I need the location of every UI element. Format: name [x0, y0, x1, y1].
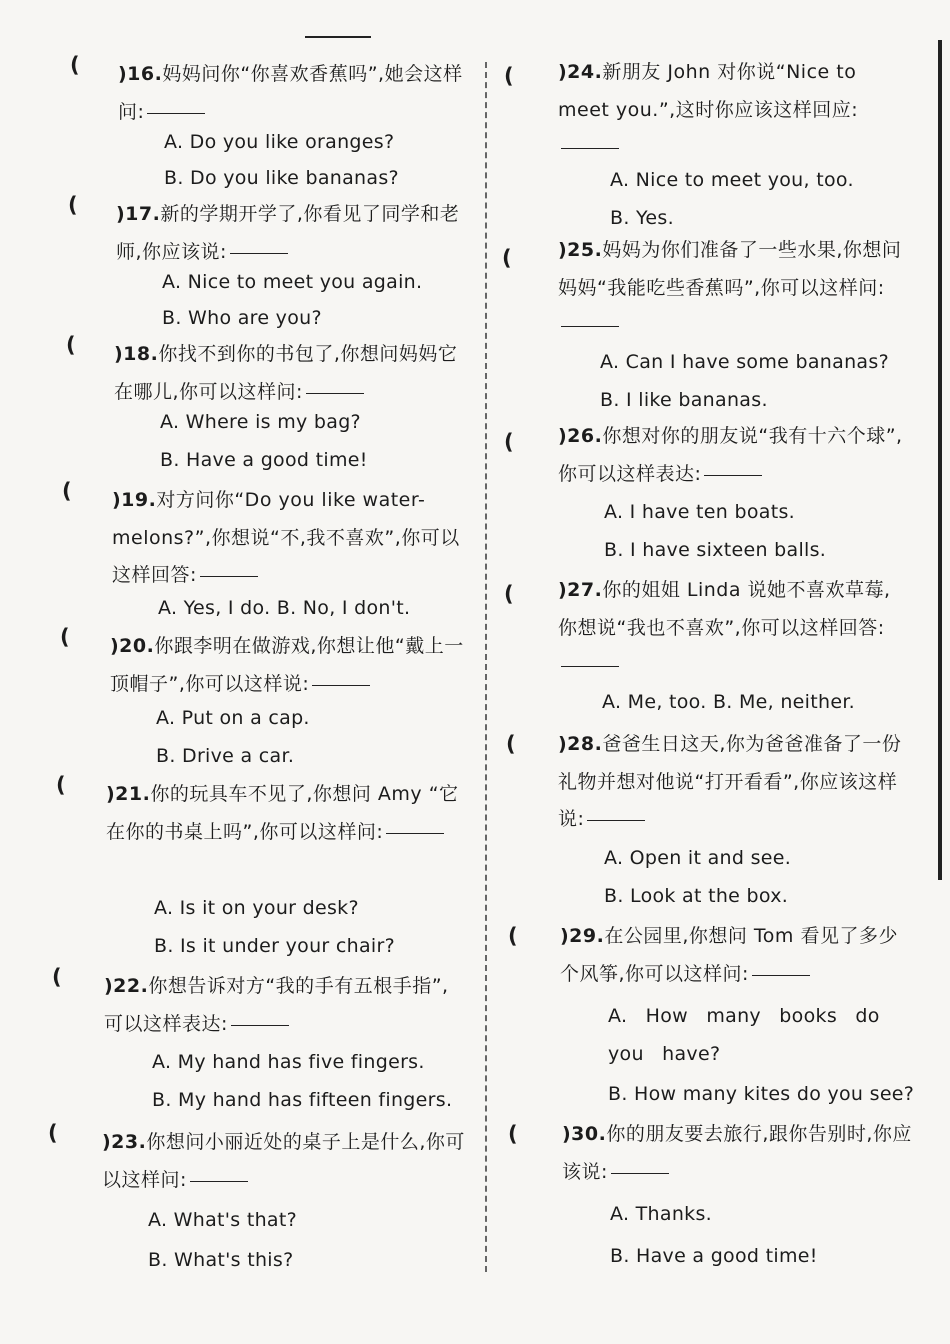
answer-paren[interactable]: ( [508, 1122, 518, 1146]
answer-paren[interactable]: ( [68, 193, 78, 217]
option-b: B. I like bananas. [600, 389, 768, 411]
question-stem: )29.在公园里,你想问 Tom 看见了多少个风筝,你可以这样问: [560, 925, 898, 985]
answer-paren[interactable]: ( [504, 582, 514, 606]
answer-paren[interactable]: ( [504, 64, 514, 88]
option-b: B. Have a good time! [610, 1245, 818, 1267]
question-stem: )25.妈妈为你们准备了一些水果,你想问妈妈“我能吃些香蕉吗”,你可以这样问: [558, 232, 904, 345]
question-stem: )19.对方问你“Do you like water-melons?”,你想说“不,我不喜欢”,你可以这样回答: [112, 489, 460, 586]
answer-paren[interactable]: ( [62, 479, 72, 503]
option-b: B. Have a good time! [160, 449, 368, 471]
answer-blank[interactable] [386, 832, 444, 834]
answer-blank[interactable] [561, 325, 619, 327]
question-stem: )16.妈妈问你“你喜欢香蕉吗”,她会这样问: [118, 63, 463, 123]
answer-paren[interactable]: ( [504, 430, 514, 454]
option-b: B. I have sixteen balls. [604, 539, 827, 561]
answer-blank[interactable] [561, 665, 619, 667]
answer-blank[interactable] [147, 112, 205, 114]
option-a: A. Nice to meet you, too. [610, 169, 854, 191]
option-a: A. Do you like oranges? [164, 131, 395, 153]
answer-paren[interactable]: ( [70, 53, 80, 77]
answer-paren[interactable]: ( [502, 246, 512, 270]
option-ab: A. Me, too. B. Me, neither. [602, 691, 856, 713]
question-stem: )20.你跟李明在做游戏,你想让他“戴上一顶帽子”,你可以这样说: [110, 635, 464, 695]
answer-blank[interactable] [561, 147, 619, 149]
option-b: B. Look at the box. [604, 885, 789, 907]
option-b: B. Is it under your chair? [154, 935, 395, 957]
page-edge-mark [938, 40, 942, 880]
option-a: A. I have ten boats. [604, 501, 795, 523]
question-stem: )30.你的朋友要去旅行,跟你告别时,你应该说: [562, 1123, 912, 1183]
option-b: B. My hand has fifteen fingers. [152, 1089, 453, 1111]
answer-blank[interactable] [200, 575, 258, 577]
question-stem: )18.你找不到你的书包了,你想问妈妈它在哪儿,你可以这样问: [114, 343, 458, 403]
question-stem: )27.你的姐姐 Linda 说她不喜欢草莓,你想说“我也不喜欢”,你可以这样回答: [558, 572, 908, 685]
answer-blank[interactable] [312, 684, 370, 686]
option-b: B. Do you like bananas? [164, 167, 399, 189]
answer-blank[interactable] [752, 974, 810, 976]
answer-paren[interactable]: ( [506, 732, 516, 756]
answer-blank[interactable] [704, 474, 762, 476]
option-a: A. Nice to meet you again. [162, 271, 423, 293]
answer-blank[interactable] [231, 1024, 289, 1026]
option-a: A. My hand has five fingers. [152, 1051, 425, 1073]
question-stem: )24.新朋友 John 对你说“Nice to meet you.”,这时你应该这样回应: [558, 54, 898, 167]
option-b: B. What's this? [148, 1249, 294, 1271]
answer-blank[interactable] [587, 819, 645, 821]
option-ab: A. Yes, I do. B. No, I don't. [158, 597, 411, 619]
option-b: B. Yes. [610, 207, 674, 229]
option-a: A. How many books do you have? [608, 1005, 880, 1065]
question-stem: )17.新的学期开学了,你看见了同学和老师,你应该说: [116, 203, 460, 263]
option-a: A. Open it and see. [604, 847, 792, 869]
option-a: A. Put on a cap. [156, 707, 310, 729]
answer-paren[interactable]: ( [66, 333, 76, 357]
option-a: A. What's that? [148, 1209, 297, 1231]
top-rule [305, 36, 371, 38]
answer-paren[interactable]: ( [52, 965, 62, 989]
option-b: B. Drive a car. [156, 745, 295, 767]
option-a: A. Thanks. [610, 1203, 713, 1225]
option-b: B. How many kites do you see? [608, 1083, 915, 1105]
question-stem: )22.你想告诉对方“我的手有五根手指”,可以这样表达: [104, 975, 449, 1035]
question-stem: )28.爸爸生日这天,你为爸爸准备了一份礼物并想对他说“打开看看”,你应该这样说: [558, 733, 902, 830]
answer-blank[interactable] [306, 392, 364, 394]
answer-paren[interactable]: ( [48, 1121, 58, 1145]
option-a: A. Is it on your desk? [154, 897, 359, 919]
answer-blank[interactable] [611, 1172, 669, 1174]
question-stem: )23.你想问小丽近处的桌子上是什么,你可以这样问: [102, 1131, 465, 1191]
answer-blank[interactable] [230, 252, 288, 254]
question-stem: )21.你的玩具车不见了,你想问 Amy “它在你的书桌上吗”,你可以这样问: [106, 783, 459, 843]
question-stem: )26.你想对你的朋友说“我有十六个球”,你可以这样表达: [558, 425, 903, 485]
column-divider [485, 62, 487, 1272]
option-b: B. Who are you? [162, 307, 322, 329]
option-a: A. Where is my bag? [160, 411, 361, 433]
answer-paren[interactable]: ( [508, 924, 518, 948]
option-a: A. Can I have some bananas? [600, 351, 889, 373]
answer-paren[interactable]: ( [60, 625, 70, 649]
answer-blank[interactable] [190, 1180, 248, 1182]
answer-paren[interactable]: ( [56, 773, 66, 797]
